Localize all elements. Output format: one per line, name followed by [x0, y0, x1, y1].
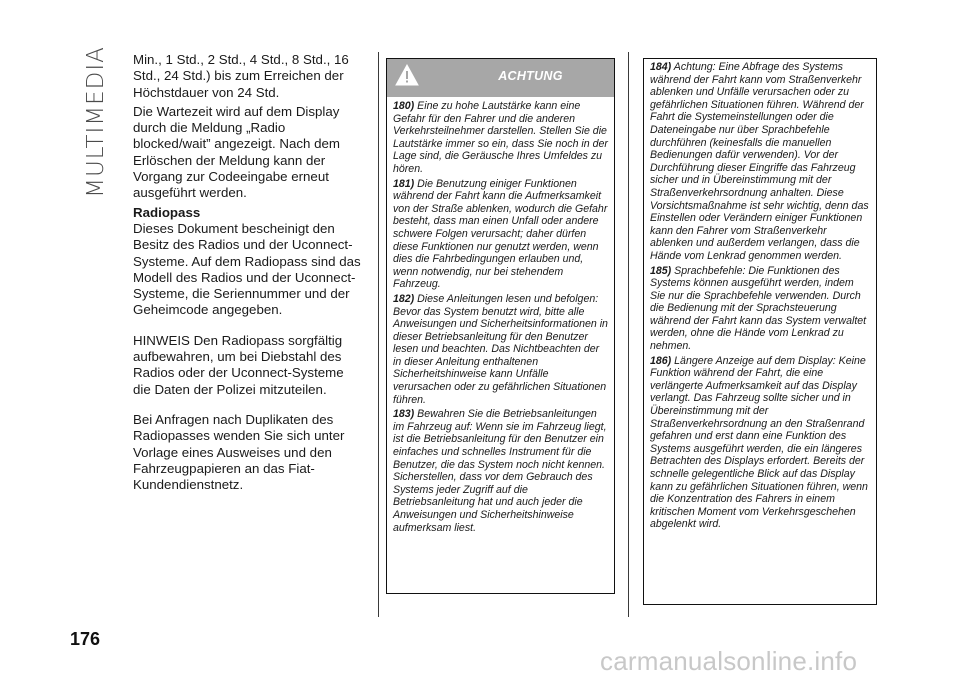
- warning-item: [393, 178, 608, 291]
- note-text: Achtung: Eine Abfrage des Systems während der Fahrt kann vom Straßenverkehr ablenken und Unfälle verursachen oder zu gefährlichen Situationen führen. Während der Fahrt die Systemeinstellungen oder die Dateneingabe nur über Sprachbefehle durchführen (keinesfalls die manuellen Bedienungen dafür verwenden). Vor der Durchführung dieser Eingriffe das Fahrzeug sicher und in Übereinstimmung mit der Straßenverkehrsordnung anhalten. Diese Vorsichtsmaßnahme ist sehr wichtig, denn das Einstellen oder Verändern einiger Funktionen kann den Fahrer vom Straßenverkehr ablenken und außerdem verlangen, dass die Hände vom Lenkrad genommen werden.: [650, 61, 869, 262]
- paragraph: Bei Anfragen nach Duplikaten des Radiopasses wenden Sie sich unter Vorlage eines Ausweises und den Fahrzeugpapieren an das Fiat-Kundendienstnetz.: [133, 411, 345, 493]
- section-title: [76, 46, 116, 198]
- note-item: [650, 265, 870, 353]
- warning-text: Bewahren Sie die Betriebsanleitungen im Fahrzeug auf: Wenn sie im Fahrzeug liegt, ist die Betriebsanleitung für den Benutzer ein einfaches und schnelles Instrument für die Benutzer, die das System noch nicht kennen. Sicherstellen, dass vor dem Gebrauch des Systems jeder Zugriff auf die Betriebsanleitung hat und auch jeder die Anweisungen und Sicherheitshinweise aufmerksam liest.: [393, 408, 607, 534]
- note-number: 186): [650, 354, 672, 367]
- main-column: [133, 52, 365, 501]
- warning-body: [387, 97, 614, 534]
- warning-number: 183): [393, 408, 415, 421]
- warning-triangle-icon: [395, 64, 419, 86]
- note-item: [650, 355, 870, 531]
- warning-number: 182): [393, 292, 415, 305]
- paragraph: Die Wartezeit wird auf dem Display durch die Meldung „Radio blocked/wait” angezeigt. Nach dem Erlöschen der Meldung kann der Vorgang zur Codeeingabe erneut ausgeführt werden.: [133, 103, 340, 201]
- warning-text: Eine zu hohe Lautstärke kann eine Gefahr für den Fahrer und die anderen Verkehrsteilnehmer darstellen. Stellen Sie die Lautstärke immer so ein, dass Sie noch in der Lage sind, die Geräusche Ihres Umfeldes zu hören.: [393, 100, 608, 175]
- watermark: carmanualsonline.info: [600, 646, 858, 676]
- warning-item: [393, 408, 608, 534]
- note-number: 185): [650, 264, 672, 277]
- note-paragraph: HINWEIS Den Radiopass sorgfältig aufbewahren, um bei Diebstahl des Radios oder der Uconnect-Systeme die Daten der Polizei mitzuteilen.: [133, 332, 344, 397]
- warning-title: ACHTUNG: [498, 69, 563, 83]
- warning-item: [393, 100, 608, 176]
- note-number: 184): [650, 61, 672, 73]
- section-title-text: MULTIMEDIA: [83, 46, 109, 198]
- note-text: Längere Anzeige auf dem Display: Keine Funktion während der Fahrt, die eine verlängerte Aufmerksamkeit auf das Display verlangt. Das Fahrzeug sollte sicher und in Übereinstimmung mit der Straßenverkehrsordnung an den Straßenrand gefahren und erst dann eine Funktion des Systems ausgeführt werden, die ein längeres Betrachten des Displays erfordert. Bereits der schnelle gelegentliche Blick auf das Display kann zu gefährlichen Situationen führen, wenn die Konzentration des Fahrers in einem kritischen Moment vom Verkehrsgeschehen abgelenkt wird.: [650, 354, 868, 531]
- column-divider: [628, 52, 629, 617]
- warning-number: 181): [393, 177, 415, 190]
- page-number: 176: [70, 629, 101, 649]
- paragraph: Dieses Dokument bescheinigt den Besitz des Radios und der Uconnect-Systeme. Auf dem Radiopass sind das Modell des Radios und der Uconnect-Systeme, die Seriennummer und der Geheimcode angegeben.: [133, 220, 361, 318]
- warning-box: [386, 58, 615, 594]
- warning-number: 180): [393, 100, 415, 112]
- warning-header: [387, 59, 614, 97]
- warning-text: Diese Anleitungen lesen und befolgen: Bevor das System benutzt wird, bitte alle Anweisungen und Sicherheitsinformationen in dieser Betriebsanleitung für den Benutzer lesen und beachten. Das Nichtbeachten der in dieser Anleitung enthaltenen Sicherheitshinweise kann Unfälle verursachen oder zu gefährlichen Situationen führen.: [393, 292, 608, 406]
- notes-body: [644, 59, 876, 531]
- warning-item: [393, 293, 608, 406]
- column-divider: [378, 52, 379, 617]
- note-item: [650, 61, 870, 263]
- paragraph: Min., 1 Std., 2 Std., 4 Std., 8 Std., 16 Std., 24 Std.) bis zum Erreichen der Höchstdauer von 24 Std.: [133, 52, 349, 100]
- note-text: Sprachbefehle: Die Funktionen des Systems können ausgeführt werden, indem Sie nur die Sprachbefehle verwenden. Durch die Bedienung mit der Sprachsteuerung während der Fahrt kann das System verwaltet werden, ohne die Hände vom Lenkrad zu nehmen.: [650, 264, 867, 353]
- section-heading: Radiopass: [133, 204, 201, 220]
- notes-box: [643, 58, 877, 605]
- warning-text: Die Benutzung einiger Funktionen während der Fahrt kann die Aufmerksamkeit von der Straße ablenken, wodurch die Gefahr besteht, dass man einen Unfall oder andere schwere Folgen verursacht; daher dürfen diese Funktionen nur genutzt werden, wenn dies die Fahrbedingungen erlauben und, wenn notwendig, nur bei stehendem Fahrzeug.: [393, 177, 608, 291]
